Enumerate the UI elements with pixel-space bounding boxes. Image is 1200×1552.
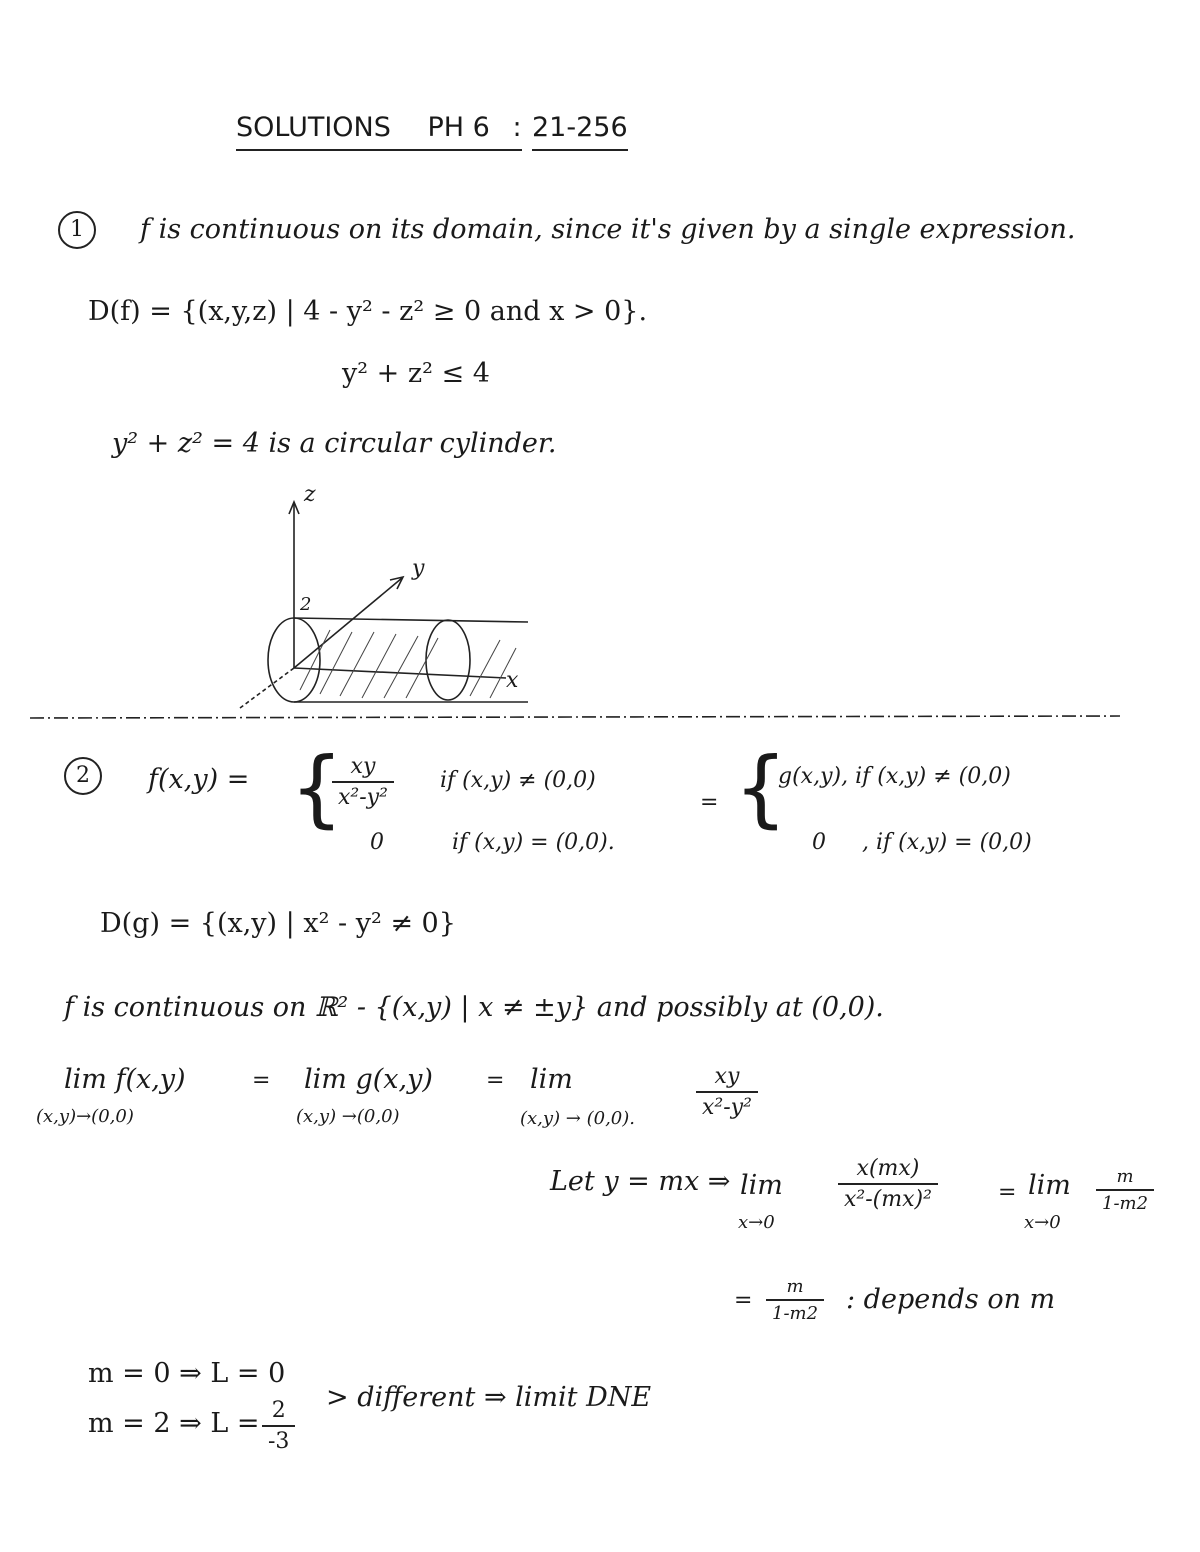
let-y-mx: Let y = mx ⇒	[550, 1166, 731, 1197]
problem-1-statement: f is continuous on its domain, since it's given by a single expression.	[140, 214, 1076, 245]
L-denominator: -3	[268, 1429, 290, 1454]
y-axis	[294, 578, 402, 668]
equals-result: =	[734, 1288, 753, 1313]
equals-lim-2: =	[486, 1068, 505, 1093]
limit-numerator: xy	[696, 1064, 758, 1093]
substitution-fraction	[838, 1156, 938, 1212]
case1-condition: if (x,y) ≠ (0,0)	[440, 768, 596, 793]
lim-x-sub-2: x→0	[1024, 1212, 1061, 1233]
lim-x-sub-1: x→0	[738, 1212, 775, 1233]
horizontal-rule-1	[30, 716, 1120, 718]
lim-f-subscript: (x,y)→(0,0)	[36, 1106, 134, 1127]
case1-numerator: xy	[332, 754, 394, 783]
cylinder-front-lower-axis	[240, 668, 294, 708]
lim-g: lim g(x,y)	[304, 1064, 433, 1095]
case2-value: 0	[370, 830, 384, 855]
lim-word: lim	[530, 1064, 573, 1095]
case1-denominator: x²-y²	[338, 785, 388, 810]
g-case2-condition: , if (x,y) = (0,0)	[862, 830, 1032, 855]
continuity-statement: f is continuous on ℝ² - {(x,y) | x ≠ ±y} and possibly at (0,0).	[64, 992, 884, 1023]
f-definition-lhs: f(x,y) =	[148, 764, 250, 795]
lim-word-2: lim	[740, 1170, 783, 1201]
cylinder-statement: y² + z² = 4 is a circular cylinder.	[112, 428, 557, 459]
course-number: 21-256	[532, 112, 628, 151]
lim-g-subscript: (x,y) →(0,0)	[296, 1106, 400, 1127]
m-fraction-2	[766, 1276, 824, 1324]
L-numerator: 2	[262, 1398, 295, 1427]
title-text: SOLUTIONS	[236, 112, 391, 143]
cylinder-right-end	[426, 620, 470, 700]
limit-denominator: x²-y²	[702, 1095, 752, 1120]
lim-subscript-3: (x,y) → (0,0).	[520, 1108, 636, 1129]
limit-fraction	[696, 1064, 758, 1120]
depends-on-m: : depends on m	[846, 1284, 1056, 1315]
substitution-denominator: x²-(mx)²	[844, 1187, 932, 1212]
header-sep: :	[512, 112, 522, 143]
radius-label: 2	[300, 594, 312, 615]
conclusion: > different ⇒ limit DNE	[326, 1382, 652, 1413]
domain-f: D(f) = {(x,y,z) | 4 - y² - z² ≥ 0 and x > 0}.	[88, 296, 648, 327]
case1-fraction	[332, 754, 394, 810]
z-axis-label: z	[304, 482, 316, 507]
domain-g: D(g) = {(x,y) | x² - y² ≠ 0}	[100, 908, 456, 939]
case2-condition: if (x,y) = (0,0).	[452, 830, 615, 855]
m-numerator-1: m	[1096, 1166, 1154, 1191]
g-case2-value: 0	[812, 830, 826, 855]
sheet-text: PH 6	[427, 112, 490, 143]
case-m-zero: m = 0 ⇒ L = 0	[88, 1358, 286, 1389]
L-fraction	[262, 1398, 295, 1454]
substitution-numerator: x(mx)	[838, 1156, 938, 1185]
y-axis-label: y	[412, 556, 425, 581]
problem-1-number: 1	[58, 211, 96, 249]
equals-sign: =	[700, 790, 719, 815]
g-case1: g(x,y), if (x,y) ≠ (0,0)	[778, 764, 1011, 789]
m-fraction-1	[1096, 1166, 1154, 1214]
m-denominator-2: 1-m2	[772, 1303, 819, 1324]
equals-lim-1: =	[252, 1068, 271, 1093]
lim-word-3: lim	[1028, 1170, 1071, 1201]
domain-inequality: y² + z² ≤ 4	[342, 358, 490, 389]
m-numerator-2: m	[766, 1276, 824, 1301]
problem-2-number: 2	[64, 757, 102, 795]
cylinder-top-edge	[294, 618, 528, 622]
equals-lim-3: =	[998, 1180, 1017, 1205]
lim-f: lim f(x,y)	[64, 1064, 186, 1095]
case-m-two: m = 2 ⇒ L =	[88, 1408, 260, 1439]
left-brace-2: {	[734, 739, 788, 837]
x-axis-label: x	[506, 668, 519, 693]
left-brace-1: {	[290, 739, 344, 837]
m-denominator-1: 1-m2	[1102, 1193, 1149, 1214]
